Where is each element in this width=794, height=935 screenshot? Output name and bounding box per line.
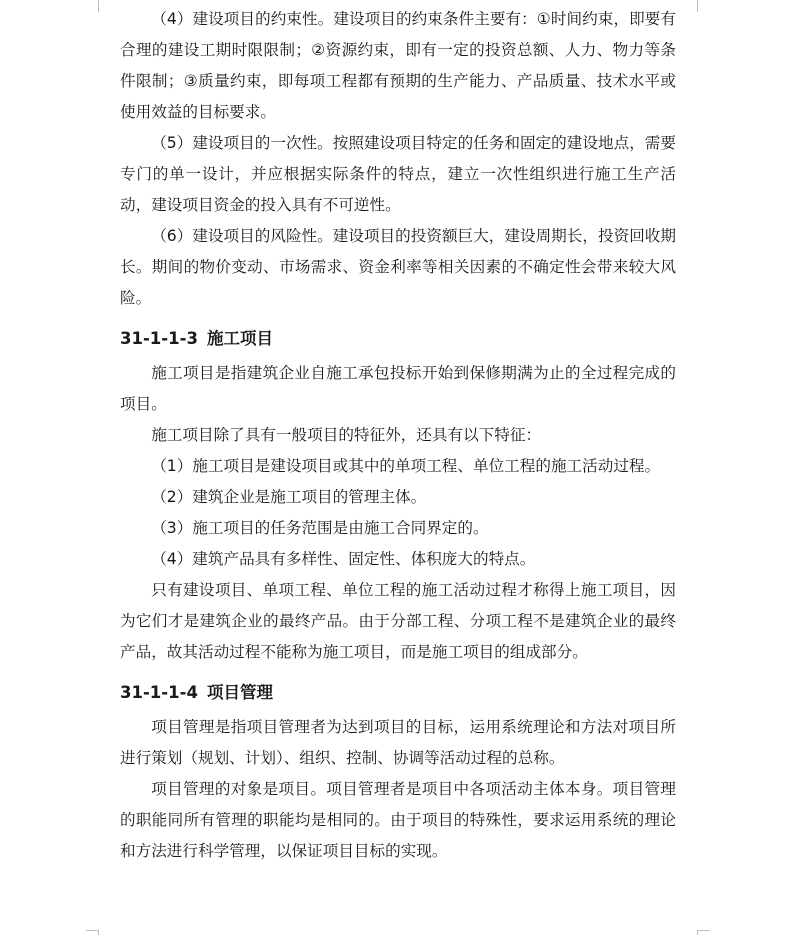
crop-mark-top-left-vertical	[98, 0, 99, 12]
paragraph-one-time: （5）建设项目的一次性。按照建设项目特定的任务和固定的建设地点，需要专门的单一设计，并应根据实际条件的特点，建立一次性组织进行施工生产活动，建设项目资金的投入具有不可逆性。	[120, 134, 676, 214]
list-item: （4）建筑产品具有多样性、固定性、体积庞大的特点。	[151, 550, 536, 568]
crop-mark-bottom-right-horizontal	[697, 930, 710, 931]
paragraph-risk: （6）建设项目的风险性。建设项目的投资额巨大，建设周期长，投资回收期长。期间的物价变动、市场需求、资金利率等相关因素的不确定性会带来较大风险。	[120, 227, 676, 307]
list-item: （2）建筑企业是施工项目的管理主体。	[151, 488, 427, 506]
paragraph-pm-definition: 项目管理是指项目管理者为达到项目的目标，运用系统理论和方法对项目所进行策划（规划、计划）、组织、控制、协调等活动过程的总称。	[120, 718, 676, 767]
section-heading-construction-project	[120, 324, 676, 354]
list-item: （1）施工项目是建设项目或其中的单项工程、单位工程的施工活动过程。	[151, 457, 661, 475]
paragraph-pm-object: 项目管理的对象是项目。项目管理者是项目中各项活动主体本身。项目管理的职能同所有管理的职能均是相同的。由于项目的特殊性，要求运用系统的理论和方法进行科学管理，以保证项目目标的实现。	[120, 780, 676, 860]
crop-mark-bottom-right-vertical	[697, 930, 698, 935]
crop-mark-bottom-left-vertical	[98, 930, 99, 935]
section-heading-project-management	[120, 678, 676, 708]
paragraph-constraint: （4）建设项目的约束性。建设项目的约束条件主要有：①时间约束，即要有合理的建设工期时限限制；②资源约束，即有一定的投资总额、人力、物力等条件限制；③质量约束，即每项工程都有预期的生产能力、产品质量、技术水平或使用效益的目标要求。	[120, 10, 676, 121]
paragraph-construction-features-intro: 施工项目除了具有一般项目的特征外，还具有以下特征：	[151, 426, 542, 444]
crop-mark-top-right-vertical	[697, 0, 698, 12]
section-title: 施工项目	[206, 329, 273, 348]
document-body	[120, 4, 676, 867]
list-item: （3）施工项目的任务范围是由施工合同界定的。	[151, 519, 489, 537]
paragraph-construction-scope: 只有建设项目、单项工程、单位工程的施工活动过程才称得上施工项目，因为它们才是建筑企业的最终产品。由于分部工程、分项工程不是建筑企业的最终产品，故其活动过程不能称为施工项目，而是施工项目的组成部分。	[120, 581, 676, 661]
section-number: 31-1-1-4	[120, 683, 198, 702]
section-number: 31-1-1-3	[120, 329, 198, 348]
section-title: 项目管理	[206, 683, 273, 702]
paragraph-construction-definition: 施工项目是指建筑企业自施工承包投标开始到保修期满为止的全过程完成的项目。	[120, 364, 676, 413]
